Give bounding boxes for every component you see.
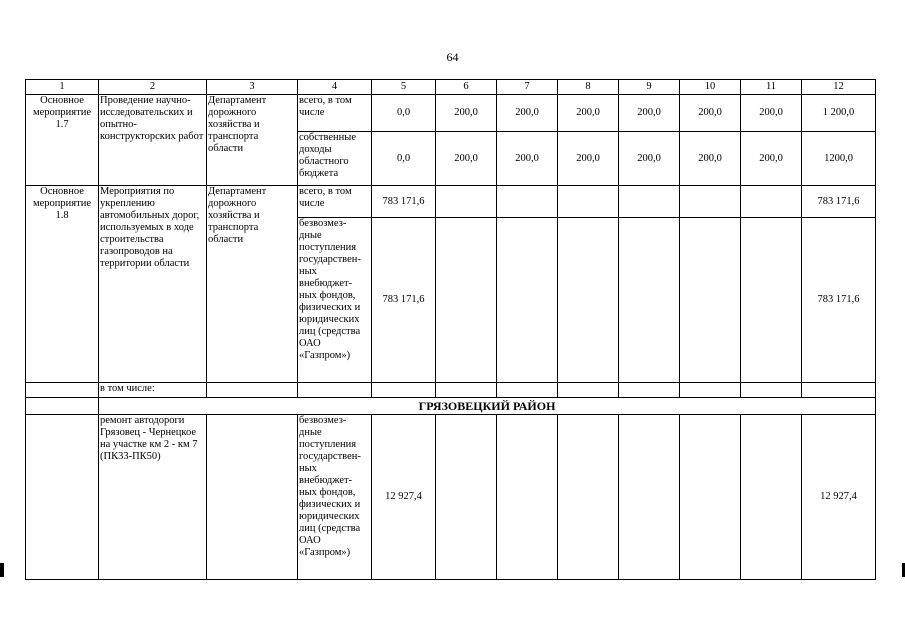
budget-table [25,79,876,580]
table-row [26,186,876,218]
value-cell [741,186,802,218]
activity-description: ремонт автодороги Грязовец - Чернецкое на участке км 2 - км 7 (ПК33-ПК50) [99,415,207,580]
activity-name: Основное мероприятие 1.8 [26,186,99,383]
value-cell: 200,0 [680,95,741,132]
funding-source: безвозмез-дные поступления государствен-ных внебюджет-ных фондов, физических и юридических лиц (средства ОАО «Газпром») [298,218,372,383]
value-cell [436,415,497,580]
page-number: 64 [446,50,459,64]
value-cell: 12 927,4 [372,415,436,580]
activity-description: Проведение научно-исследовательских и опытно-конструкторских работ [99,95,207,186]
value-cell: 200,0 [497,132,558,186]
value-cell: 783 171,6 [802,218,876,383]
funding-source: собственные доходы областного бюджета [298,132,372,186]
value-cell [436,186,497,218]
value-cell: 783 171,6 [372,218,436,383]
table-row [26,415,876,580]
empty-cell [26,383,99,398]
empty-cell [26,415,99,580]
empty-cell [207,383,298,398]
funding-source: безвозмез-дные поступления государствен-ных внебюджет-ных фондов, физических и юридических лиц (средства ОАО «Газпром») [298,415,372,580]
empty-cell [207,415,298,580]
column-header: 12 [802,80,876,95]
responsible-executor: Департамент дорожного хозяйства и транспорта области [207,186,298,383]
value-cell: 0,0 [372,95,436,132]
value-cell [741,218,802,383]
value-cell: 783 171,6 [372,186,436,218]
value-cell: 200,0 [558,95,619,132]
value-cell [558,186,619,218]
empty-cell [372,383,436,398]
column-header: 5 [372,80,436,95]
empty-cell [298,383,372,398]
empty-cell [680,383,741,398]
value-cell [680,186,741,218]
column-header: 9 [619,80,680,95]
table-row [26,95,876,132]
column-header: 7 [497,80,558,95]
column-header: 8 [558,80,619,95]
empty-cell [558,383,619,398]
funding-source: всего, в том числе [298,186,372,218]
value-cell: 783 171,6 [802,186,876,218]
value-cell [558,218,619,383]
value-cell: 200,0 [741,95,802,132]
column-header: 6 [436,80,497,95]
value-cell [741,415,802,580]
value-cell: 200,0 [497,95,558,132]
value-cell: 200,0 [619,95,680,132]
value-cell: 200,0 [741,132,802,186]
scan-edge-mark [0,563,4,577]
activity-description: Мероприятия по укреплению автомобильных дорог, используемых в ходе строительства газопроводов на территории области [99,186,207,383]
empty-cell [619,383,680,398]
value-cell [497,186,558,218]
column-header: 10 [680,80,741,95]
value-cell: 200,0 [558,132,619,186]
empty-cell [741,383,802,398]
column-header: 1 [26,80,99,95]
value-cell [680,415,741,580]
column-header: 2 [99,80,207,95]
value-cell: 1 200,0 [802,95,876,132]
empty-cell [497,383,558,398]
column-header: 4 [298,80,372,95]
value-cell: 200,0 [619,132,680,186]
header-row [26,80,876,95]
value-cell: 0,0 [372,132,436,186]
activity-name: Основное мероприятие 1.7 [26,95,99,186]
value-cell: 1200,0 [802,132,876,186]
empty-cell [802,383,876,398]
column-header: 3 [207,80,298,95]
value-cell: 200,0 [436,132,497,186]
table-row [26,383,876,398]
district-heading: ГРЯЗОВЕЦКИЙ РАЙОН [99,398,876,415]
value-cell [680,218,741,383]
funding-source: всего, в том числе [298,95,372,132]
value-cell [619,415,680,580]
value-cell: 200,0 [436,95,497,132]
value-cell [619,218,680,383]
responsible-executor: Департамент дорожного хозяйства и транспорта области [207,95,298,186]
value-cell [436,218,497,383]
value-cell [497,415,558,580]
including-label: в том числе: [99,383,207,398]
value-cell: 12 927,4 [802,415,876,580]
value-cell [558,415,619,580]
value-cell: 200,0 [680,132,741,186]
value-cell [497,218,558,383]
column-header: 11 [741,80,802,95]
value-cell [619,186,680,218]
empty-cell [26,398,99,415]
table-row [26,398,876,415]
empty-cell [436,383,497,398]
